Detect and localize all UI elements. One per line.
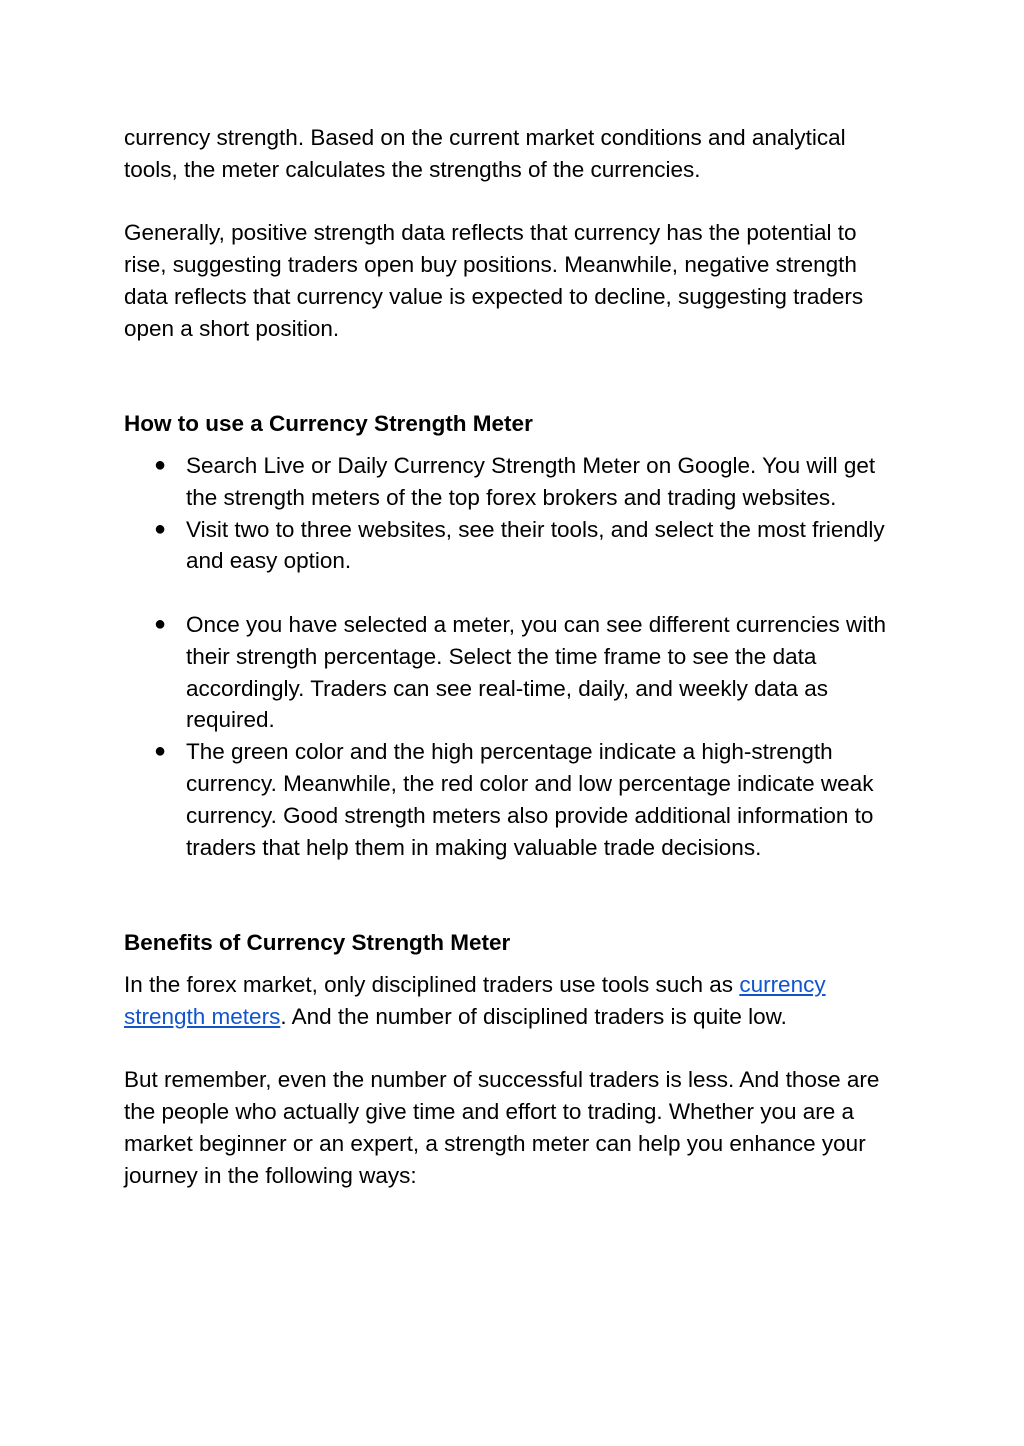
list-item-text: The green color and the high percentage indicate a high-strength currency. Meanwhile, the red color and low percentage indicate weak currency. Good strength meters also provide additional information to traders that help them in making valuable trade decisions. <box>186 739 874 860</box>
bullet-icon: ● <box>154 740 167 763</box>
benefits-paragraph-1 <box>124 969 900 1033</box>
intro-paragraph-2: Generally, positive strength data reflects that currency has the potential to rise, suggesting traders open buy positions. Meanwhile, negative strength data reflects that currency value is expected to decline, suggesting traders open a short position. <box>124 220 864 341</box>
how-to-list-a <box>124 450 900 577</box>
list-item-text: Search Live or Daily Currency Strength Meter on Google. You will get the strength meters of the top forex brokers and trading websites. <box>186 452 876 510</box>
spacer <box>124 345 900 409</box>
benefits-text-after-link: . And the number of disciplined traders is quite low. <box>280 1003 787 1029</box>
spacer <box>124 186 900 218</box>
currency-strength-meters-link[interactable]: currency strength meters <box>124 971 826 1029</box>
spacer <box>124 863 900 927</box>
benefits-paragraph-2: But remember, even the number of successful traders is less. And those are the people who actually give time and effort to trading. Whether you are a market beginner or an expert, a strength meter can help you enhance your journey in the following ways: <box>124 1067 880 1188</box>
bullet-icon: ● <box>154 517 167 540</box>
spacer <box>124 577 900 609</box>
spacer <box>124 1032 900 1064</box>
benefits-text-before-link: In the forex market, only disciplined traders use tools such as <box>124 971 740 997</box>
list-item <box>124 514 900 578</box>
list-item <box>124 609 900 736</box>
list-item-text: Once you have selected a meter, you can see different currencies with their strength percentage. Select the time frame to see the data accordingly. Traders can see real-time, daily, and weekly data as required. <box>186 611 886 733</box>
intro-paragraph-1: currency strength. Based on the current market conditions and analytical tools, the meter calculates the strengths of the currencies. <box>124 125 846 182</box>
bullet-icon: ● <box>154 453 167 476</box>
list-item-text: Visit two to three websites, see their tools, and select the most friendly and easy option. <box>186 516 885 574</box>
list-item <box>124 450 900 514</box>
how-to-list-b <box>124 609 900 863</box>
document-page <box>124 122 900 1191</box>
list-item <box>124 736 900 863</box>
how-to-heading: How to use a Currency Strength Meter <box>124 411 533 437</box>
bullet-icon: ● <box>154 612 167 635</box>
benefits-heading: Benefits of Currency Strength Meter <box>124 929 511 955</box>
